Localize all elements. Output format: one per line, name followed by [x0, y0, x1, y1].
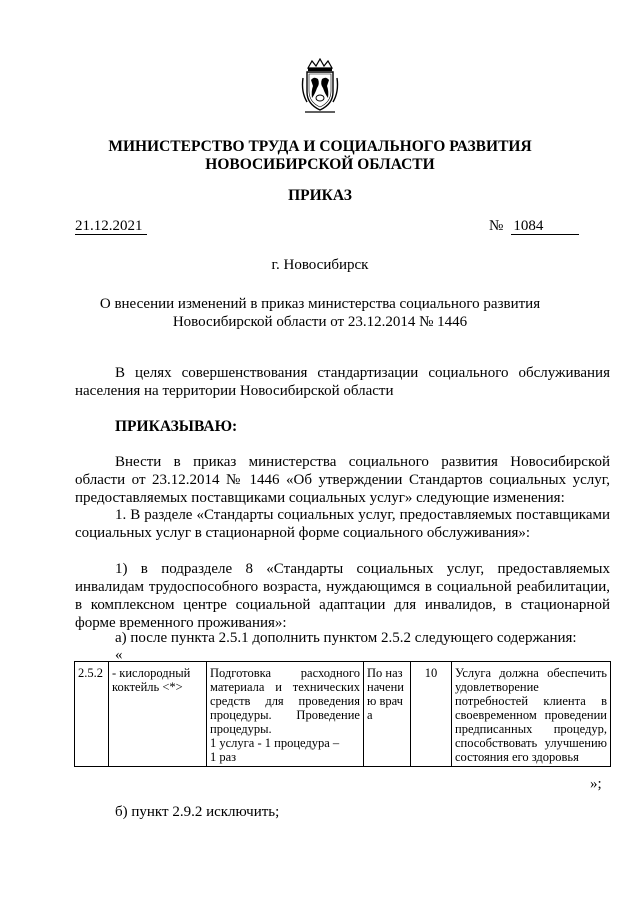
order-date — [75, 218, 147, 235]
order-date-value: 21.12.2021 — [75, 218, 147, 235]
novosibirsk-coat-of-arms-icon — [299, 58, 341, 114]
ministry-line-1: МИНИСТЕРСТВО ТРУДА И СОЦИАЛЬНОГО РАЗВИТИЯ — [108, 138, 532, 155]
item-a-line: а) после пункта 2.5.1 дополнить пунктом 2.5.2 следующего содержания: — [115, 630, 577, 646]
table-row — [75, 662, 611, 767]
procedure-text: Подготовка расходного материала и технических средств для проведения процедуры. Проведение процедуры. — [210, 666, 360, 736]
order-subject — [60, 295, 580, 331]
document-type: ПРИКАЗ — [288, 187, 352, 204]
close-quote: »; — [590, 776, 602, 792]
ministry-name — [60, 138, 580, 174]
ministry-line-2: НОВОСИБИРСКОЙ ОБЛАСТИ — [205, 156, 435, 173]
cell-service: - кислородный коктейль <*> — [109, 662, 207, 767]
procedure-frequency: 1 раз — [210, 750, 237, 764]
order-word: ПРИКАЗЫВАЮ: — [115, 418, 238, 435]
cell-duration: 10 — [411, 662, 452, 767]
cell-procedure — [207, 662, 364, 767]
subject-line-2: Новосибирской области от 23.12.2014 № 1446 — [172, 314, 468, 330]
number-sign: № — [489, 218, 504, 234]
city: г. Новосибирск — [271, 257, 369, 273]
subject-line-1: О внесении изменений в приказ министерства социального развития — [99, 296, 541, 312]
cell-requirements: Услуга должна обеспечить удовлетворение потребностей клиента в своевременном проведении предписанных процедур, способствовать улучшению состояния его здоровья — [452, 662, 611, 767]
intro-paragraph: Внести в приказ министерства социального развития Новосибирской области от 23.12.2014 № 1446 «Об утверждении Стандартов социальных услуг, предоставляемых поставщиками социальных услуг» следующие изменения: — [75, 454, 610, 506]
item-1-paragraph: 1. В разделе «Стандарты социальных услуг, предоставляемых поставщиками социальных услуг в стационарной форме социального обслуживания»: — [75, 507, 610, 541]
open-quote: « — [115, 647, 123, 663]
preamble-paragraph: В целях совершенствования стандартизации социального обслуживания населения на территории Новосибирской области — [75, 365, 610, 399]
order-number-value: 1084 — [511, 218, 579, 235]
item-b-line: б) пункт 2.9.2 исключить; — [115, 804, 280, 820]
cell-code: 2.5.2 — [75, 662, 109, 767]
cell-basis: По назначению врача — [364, 662, 411, 767]
standards-table — [74, 661, 611, 767]
item-1-1-paragraph: 1) в подразделе 8 «Стандарты социальных услуг, предоставляемых инвалидам трудоспособного возраста, нуждающимся в социальной реабилитации, в комплексном центре социальной адаптации для инвалидов, в стационарной форме временного проживания»: — [75, 561, 610, 631]
order-number — [489, 218, 579, 235]
procedure-norm: 1 услуга - 1 процедура – — [210, 736, 340, 750]
